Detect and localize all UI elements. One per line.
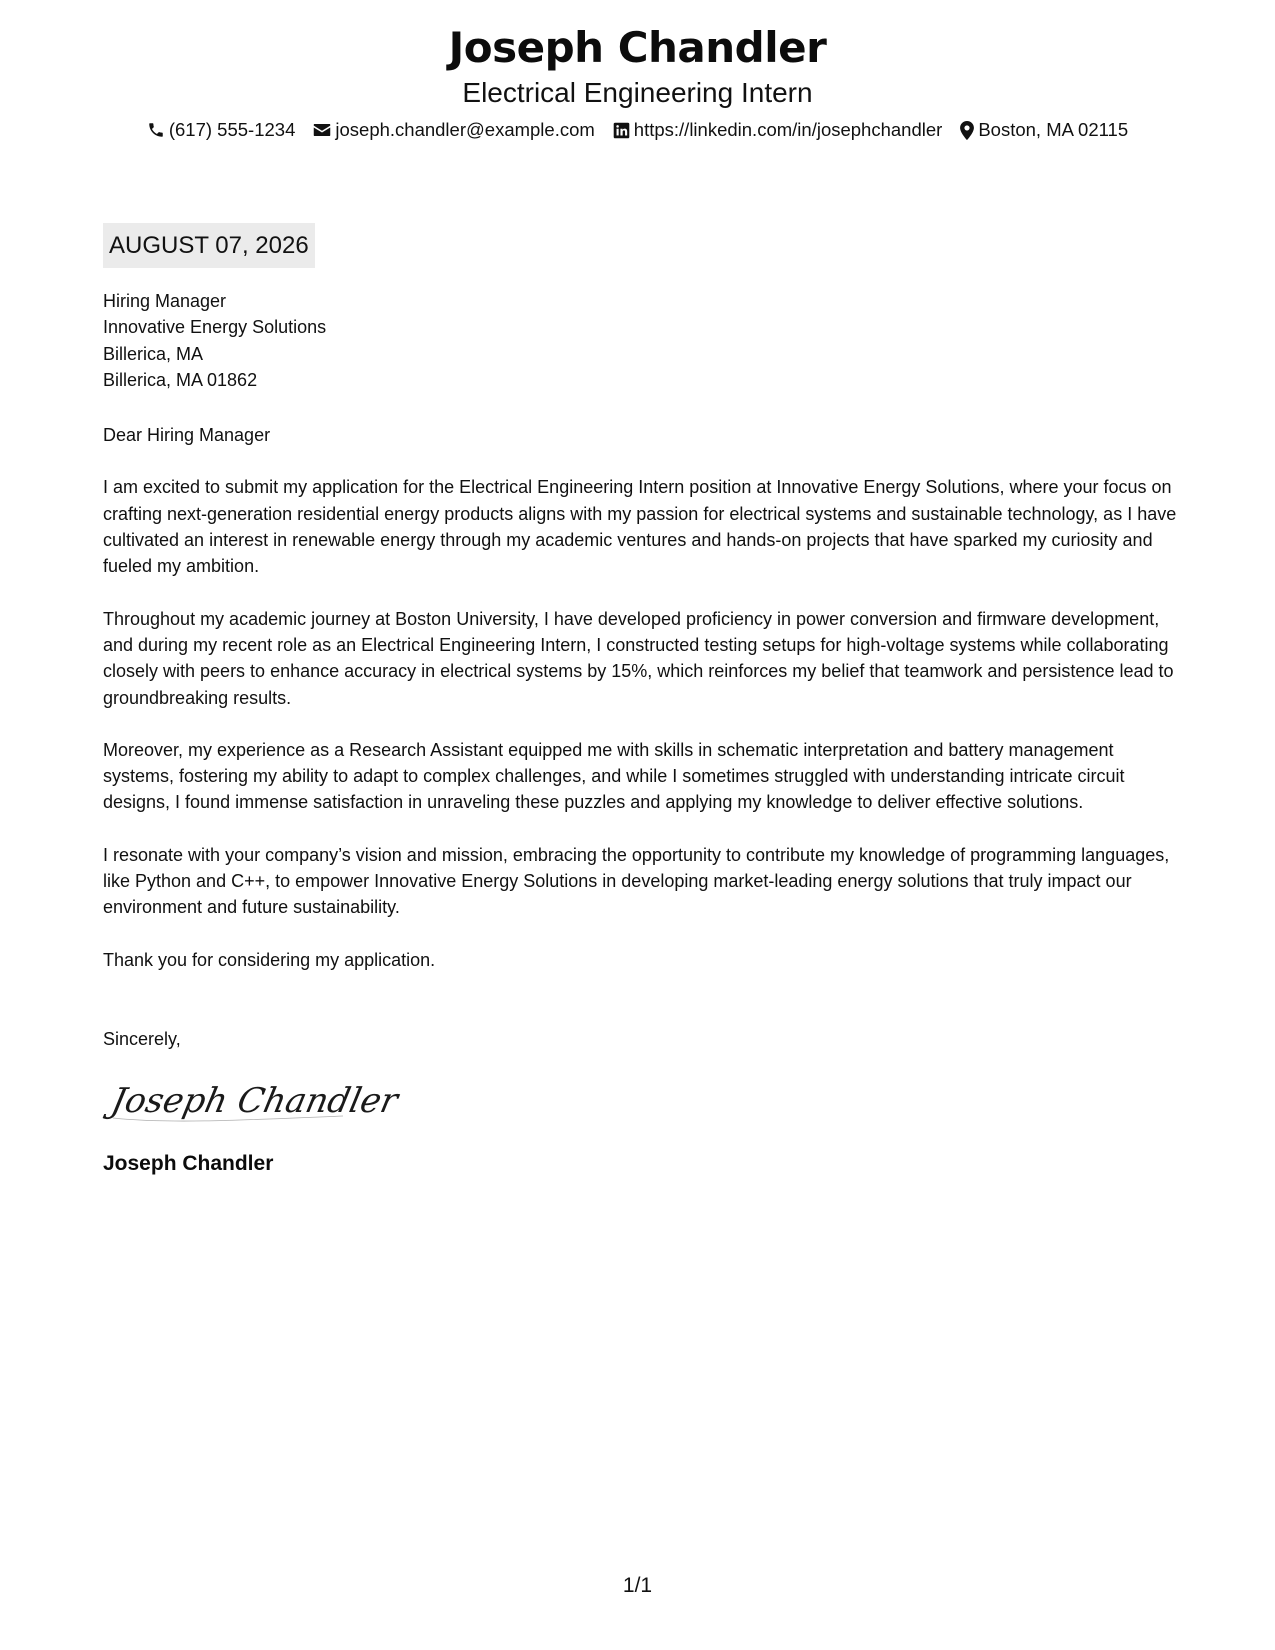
applicant-name: Joseph Chandler — [448, 23, 827, 72]
location-text: Boston, MA 02115 — [978, 119, 1129, 140]
envelope-icon — [313, 122, 331, 138]
body-paragraph: I am excited to submit my application for the Electrical Engineering Intern position at Innovative Energy Solutions, where your focus on crafting next-generation residential energy products aligns with my passion for electrical systems and sustainable technology, as I have cultivated an interest in renewable energy through my academic ventures and hands-on projects that have sparked my curiosity and fueled my ambition. — [103, 477, 1177, 577]
phone-text: (617) 555-1234 — [168, 119, 296, 140]
phone-icon — [147, 121, 165, 139]
greeting: Dear Hiring Manager — [103, 425, 271, 446]
linkedin-icon — [613, 122, 630, 139]
contact-email[interactable] — [313, 118, 594, 142]
body-paragraph: Throughout my academic journey at Boston University, I have developed proficiency in power conversion and firmware development, and during my recent role as an Electrical Engineering Intern, I constructed testing setups for high-voltage systems while collaborating closely with peers to enhance accuracy in electrical systems by 15%, which reinforces my belief that teamwork and persistence lead to groundbreaking results. — [103, 608, 1174, 708]
signature-image — [107, 1068, 402, 1130]
map-pin-icon — [960, 121, 974, 140]
letter-date: AUGUST 07, 2026 — [103, 223, 315, 268]
letter-body — [103, 288, 1183, 1178]
recipient-line: Billerica, MA — [103, 343, 204, 364]
contact-location — [960, 118, 1128, 142]
linkedin-text[interactable]: https://linkedin.com/in/josephchandler — [633, 119, 943, 140]
contact-linkedin[interactable] — [613, 118, 943, 142]
page-number: 1/1 — [622, 1574, 653, 1597]
body-paragraph: I resonate with your company’s vision and mission, embracing the opportunity to contribute my knowledge of programming languages, like Python and C++, to empower Innovative Energy Solutions in developing market-leading energy solutions that truly impact our environment and future sustainability. — [103, 844, 1170, 918]
contact-phone — [147, 118, 296, 142]
body-paragraph: Thank you for considering my application. — [103, 949, 436, 970]
signed-name: Joseph Chandler — [103, 1152, 274, 1176]
recipient-line: Hiring Manager — [103, 291, 227, 311]
contact-bar — [0, 118, 1275, 142]
email-text[interactable]: joseph.chandler@example.com — [335, 119, 595, 140]
recipient-line: Innovative Energy Solutions — [103, 317, 327, 338]
applicant-title: Electrical Engineering Intern — [462, 77, 813, 108]
signature-text: Joseph Chandler — [107, 1081, 402, 1122]
recipient-line: Billerica, MA 01862 — [103, 369, 258, 390]
letter-header — [0, 22, 1275, 142]
body-paragraph: Moreover, my experience as a Research Assistant equipped me with skills in schematic interpretation and battery management systems, fostering my ability to adapt to complex challenges, and while I sometimes struggled with understanding intricate circuit designs, I found immense satisfaction in unraveling these puzzles and applying my knowledge to deliver effective solutions. — [103, 739, 1125, 813]
recipient-block — [103, 288, 1183, 393]
closing: Sincerely, — [103, 1028, 181, 1049]
